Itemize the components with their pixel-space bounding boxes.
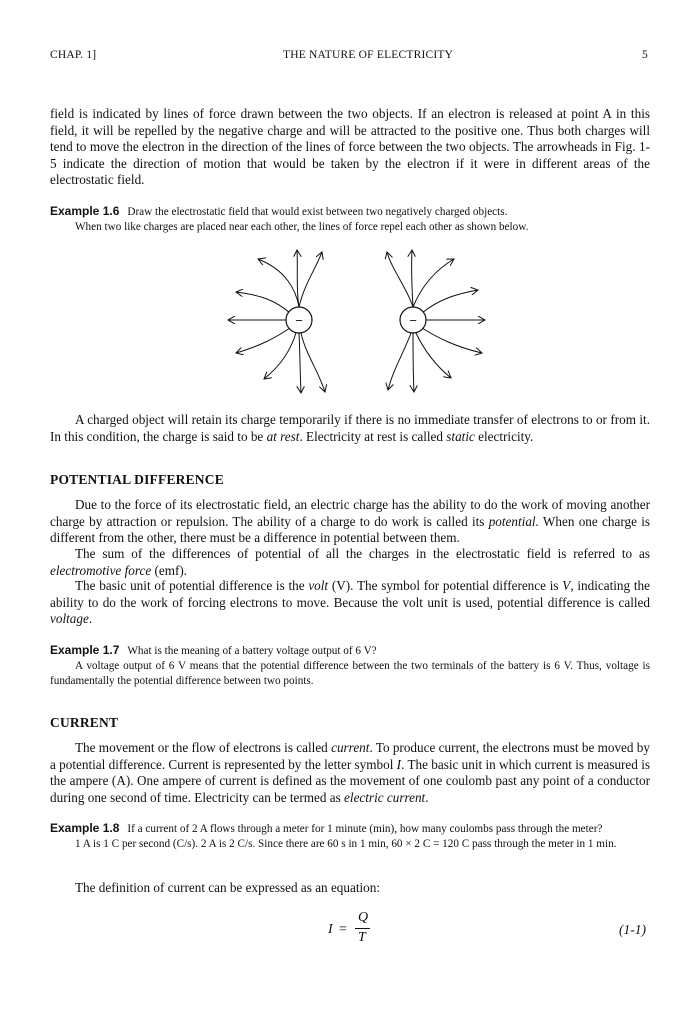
intro-paragraph: field is indicated by lines of force drawn between the two objects. If an electron is released at point A in this field, it will be repelled by the negative charge and will be attracted to the positive one. Thus both charges will tend to move the electron in the direction of the lines of force between the two objects. The arrowheads in Fig. 1-5 indicate the direction of motion that would be taken by the electron if it were in different areas of the electrostatic field.: [50, 106, 650, 187]
example-answer: A voltage output of 6 V means that the potential difference between the two terminals of the battery is 6 V. Thus, voltage is fundamentally the potential difference between two points.: [50, 660, 650, 687]
section-heading-current: CURRENT: [50, 715, 119, 730]
example-1-8: [50, 821, 650, 852]
potential-paragraph-2: The sum of the differences of potential of all the charges in the electrostatic field is referred to as electromotive force (emf).: [50, 546, 650, 578]
example-1-7: [50, 643, 650, 689]
example-label: Example 1.7: [50, 643, 120, 657]
field-line: [412, 250, 413, 307]
field-line: [416, 333, 451, 378]
equation-denominator: T: [358, 930, 366, 945]
example-question: What is the meaning of a battery voltage output of 6 V?: [127, 645, 377, 657]
equation-number: (1-1): [619, 922, 646, 937]
example-question: If a current of 2 A flows through a meter for 1 minute (min), how many coulombs pass through the meter?: [127, 823, 603, 835]
potential-paragraph-1: Due to the force of its electrostatic field, an electric charge has the ability to do the work of moving another charge by attraction or repulsion. The ability of a charge to do work is called its potential. When one charge is different from the other, there must be a difference in potential between them.: [50, 497, 650, 545]
example-answer: 1 A is 1 C per second (C/s). 2 A is 2 C/s. Since there are 60 s in 1 min, 60 × 2 C = 120 C pass through the meter in 1 min.: [75, 838, 617, 850]
right-charge-sign: −: [409, 313, 417, 328]
page-number: 5: [642, 49, 648, 61]
equation-numerator: Q: [358, 910, 369, 925]
running-head-title: THE NATURE OF ELECTRICITY: [283, 49, 454, 61]
current-paragraph-2: The definition of current can be expressed as an equation:: [75, 880, 381, 895]
field-line: [422, 328, 482, 353]
field-line: [422, 290, 478, 313]
field-line: [413, 259, 454, 307]
field-line: [299, 333, 301, 393]
example-question: Draw the electrostatic field that would exist between two negatively charged objects.: [127, 206, 508, 218]
left-charge-sign: −: [295, 313, 303, 328]
equation-equals: =: [339, 922, 347, 937]
field-line: [299, 252, 322, 307]
field-line: [258, 259, 299, 307]
section-heading-potential-difference: POTENTIAL DIFFERENCE: [50, 472, 224, 487]
field-line: [301, 333, 325, 392]
field-line: [236, 292, 290, 313]
field-line: [413, 333, 414, 392]
field-line: [387, 252, 413, 307]
field-line: [236, 328, 290, 353]
current-paragraph-1: The movement or the flow of electrons is called current. To produce current, the electrons must be moved by a potential difference. Current is represented by the letter symbol I. The basic unit in which current is measured is the ampere (A). One ampere of current is defined as the movement of one coulomb past any point of a conductor during one second of time. Electricity can be termed as electric current.: [50, 740, 650, 805]
fraction-bar: [355, 928, 370, 929]
example-answer: When two like charges are placed near each other, the lines of force repel each other as shown below.: [75, 221, 529, 233]
example-label: Example 1.6: [50, 204, 120, 218]
running-head-chapter: CHAP. 1]: [50, 49, 97, 61]
equation-lhs: I: [328, 922, 333, 937]
potential-paragraph-3: The basic unit of potential difference is the volt (V). The symbol for potential difference is V, indicating the ability to do the work of forcing electrons to move. Because the volt unit is used, potential difference is called voltage.: [50, 578, 650, 626]
example-label: Example 1.8: [50, 821, 120, 835]
static-electricity-paragraph: A charged object will retain its charge temporarily if there is no immediate transfer of electrons to or from it. In this condition, the charge is said to be at rest. Electricity at rest is called static electricity.: [50, 412, 650, 444]
field-line: [388, 333, 411, 390]
